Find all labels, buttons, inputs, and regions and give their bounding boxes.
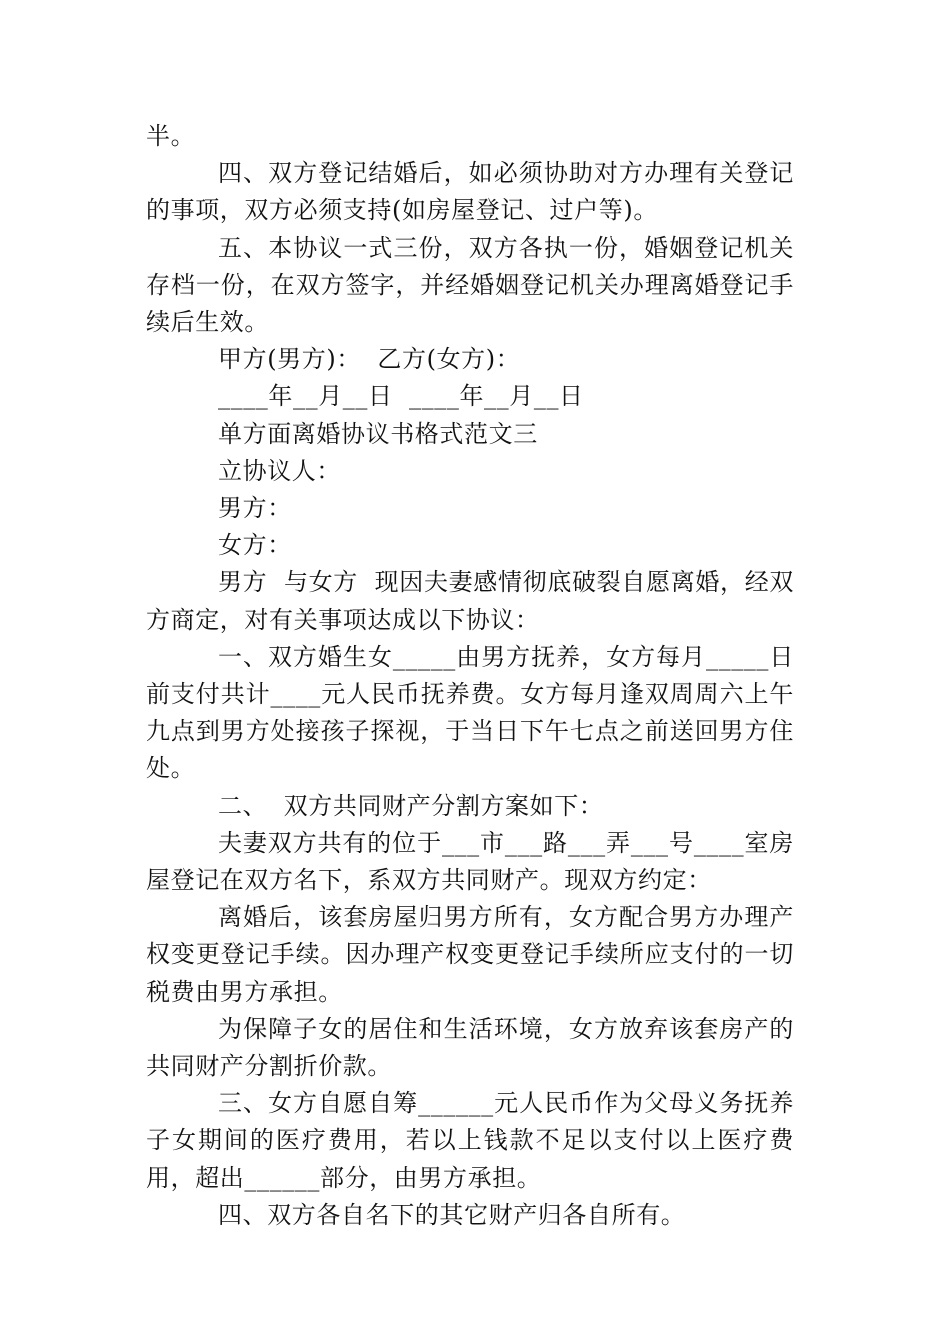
party-heading: 立协议人： xyxy=(218,456,341,485)
party-female: 女方： xyxy=(218,531,292,560)
paragraph-clause-1-custody: 一、双方婚生女_____由男方抚养，女方每月_____日前支付共计____元人民币抚养费。女方每月逢双周周六上午九点到男方处接孩子探视，于当日下午七点之前送回男方住处。 xyxy=(146,642,794,783)
party-male: 男方： xyxy=(218,494,292,523)
paragraph-property-waiver: 为保障子女的居住和生活环境，女方放弃该套房产的共同财产分割折价款。 xyxy=(146,1014,794,1081)
paragraph-property-ownership: 离婚后，该套房屋归男方所有，女方配合男方办理产权变更登记手续。因办理产权变更登记手续所应支付的一切税费由男方承担。 xyxy=(146,903,794,1006)
document-body xyxy=(146,118,794,1234)
paragraph-clause-4-other-property: 四、双方各自名下的其它财产归各自所有。 xyxy=(218,1200,686,1229)
paragraph-preamble: 男方 与女方 现因夫妻感情彻底破裂自愿离婚，经双方商定，对有关事项达成以下协议： xyxy=(146,568,794,634)
section-title: 单方面离婚协议书格式范文三 xyxy=(218,419,538,448)
paragraph-clause-3-medical: 三、女方自愿自筹______元人民币作为父母义务抚养子女期间的医疗费用，若以上钱款不足以支付以上医疗费用，超出______部分，由男方承担。 xyxy=(146,1089,794,1192)
paragraph-clause-5-copies: 五、本协议一式三份，双方各执一份，婚姻登记机关存档一份，在双方签字，并经婚姻登记机关办理离婚登记手续后生效。 xyxy=(146,233,794,337)
paragraph-property-location: 夫妻双方共有的位于___市___路___弄___号____室房屋登记在双方名下，系双方共同财产。现双方约定： xyxy=(146,828,794,895)
signature-date-line: ____年__月__日 ____年__月__日 xyxy=(218,382,584,411)
paragraph-clause-4-registration: 四、双方登记结婚后，如必须协助对方办理有关登记的事项，双方必须支持(如房屋登记、过户等)。 xyxy=(146,159,794,225)
signature-parties-line: 甲方(男方)： 乙方(女方)： xyxy=(218,345,521,374)
paragraph-continuation: 半。 xyxy=(146,122,196,150)
paragraph-clause-2-property-heading: 二、 双方共同财产分割方案如下： xyxy=(218,791,604,820)
